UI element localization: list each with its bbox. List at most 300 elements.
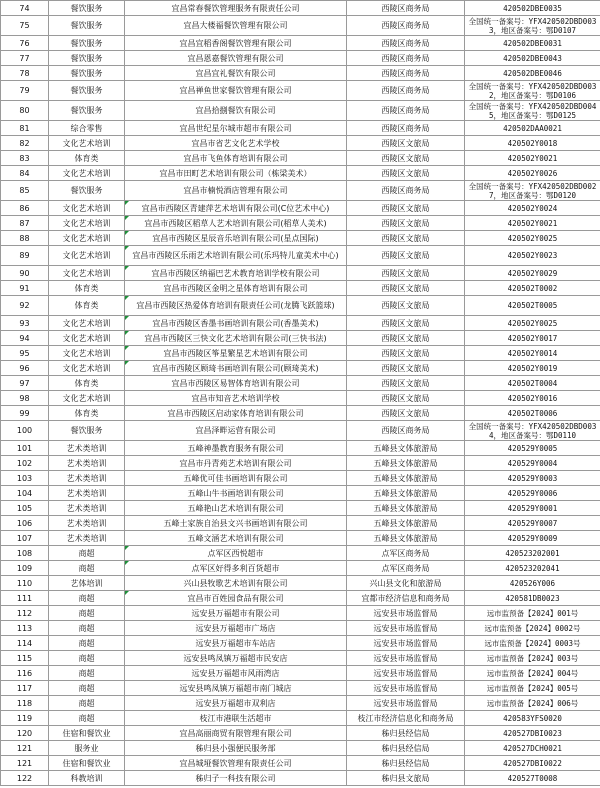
category-cell: 商超: [49, 561, 125, 576]
company-name-cell: 宜昌市西陵区纳福巴艺术教育培训学校有限公司: [125, 266, 347, 281]
registration-code-cell: 420502Y0029: [465, 266, 600, 281]
row-number-cell: 106: [1, 516, 49, 531]
registration-code-cell: 420502Y0016: [465, 391, 600, 406]
registration-code-cell: 420502DBE0031: [465, 36, 600, 51]
table-row: [1, 711, 600, 726]
authority-cell: 西陵区文旅局: [347, 361, 465, 376]
authority-cell: 西陵区商务局: [347, 81, 465, 101]
table-row: [1, 361, 600, 376]
registration-code-cell: 远市监预备【2024】005号: [465, 681, 600, 696]
row-number-cell: 95: [1, 346, 49, 361]
company-name-cell: 点军区好得多利百货超市: [125, 561, 347, 576]
category-cell: 艺术类培训: [49, 516, 125, 531]
company-name-cell: 远安县万福超市有限公司: [125, 606, 347, 621]
company-name-cell: 宜昌泽畔运营有限公司: [125, 421, 347, 441]
table-row: [1, 346, 600, 361]
registration-code-cell: 全国统一备案号：YFX420502DBD0033，地区备案号：鄂D0107: [465, 16, 600, 36]
table-row: [1, 666, 600, 681]
registration-code-cell: 420502DBE0046: [465, 66, 600, 81]
row-number-cell: 80: [1, 101, 49, 121]
category-cell: 体育类: [49, 151, 125, 166]
row-number-cell: 100: [1, 421, 49, 441]
company-name-cell: 五峰神墨教育服务有限公司: [125, 441, 347, 456]
authority-cell: 西陵区文旅局: [347, 331, 465, 346]
authority-cell: 秭归县经信局: [347, 756, 465, 771]
category-cell: 商超: [49, 696, 125, 711]
category-cell: 文化艺术培训: [49, 391, 125, 406]
registration-code-cell: 420502Y0021: [465, 216, 600, 231]
company-name-cell: 枝江市港联生活超市: [125, 711, 347, 726]
category-cell: 餐饮服务: [49, 181, 125, 201]
table-row: [1, 231, 600, 246]
category-cell: 商超: [49, 666, 125, 681]
authority-cell: 西陵区文旅局: [347, 216, 465, 231]
category-cell: 文化艺术培训: [49, 136, 125, 151]
row-number-cell: 121: [1, 756, 49, 771]
authority-cell: 五峰县文体旅游局: [347, 531, 465, 546]
table-row: [1, 181, 600, 201]
table-body: [1, 1, 600, 786]
authority-cell: 五峰县文体旅游局: [347, 516, 465, 531]
company-name-cell: 宜昌大楼福餐饮管理有限公司: [125, 16, 347, 36]
registration-code-cell: 420502Y0023: [465, 246, 600, 266]
authority-cell: 远安县市场监督局: [347, 696, 465, 711]
row-number-cell: 111: [1, 591, 49, 606]
category-cell: 文化艺术培训: [49, 316, 125, 331]
registration-code-cell: 420529Y0001: [465, 501, 600, 516]
authority-cell: 西陵区商务局: [347, 16, 465, 36]
registration-code-cell: 全国统一备案号：YFX420502DBD0032，地区备案号：鄂D0106: [465, 81, 600, 101]
authority-cell: 五峰县文体旅游局: [347, 456, 465, 471]
row-number-cell: 99: [1, 406, 49, 421]
table-row: [1, 81, 600, 101]
authority-cell: 西陵区文旅局: [347, 166, 465, 181]
row-number-cell: 114: [1, 636, 49, 651]
authority-cell: 点军区商务局: [347, 546, 465, 561]
authority-cell: 远安县市场监督局: [347, 621, 465, 636]
category-cell: 餐饮服务: [49, 101, 125, 121]
table-row: [1, 136, 600, 151]
authority-cell: 五峰县文体旅游局: [347, 441, 465, 456]
authority-cell: 五峰县文体旅游局: [347, 471, 465, 486]
company-name-cell: 秭归子一科技有限公司: [125, 771, 347, 786]
authority-cell: 远安县市场监督局: [347, 606, 465, 621]
table-row: [1, 316, 600, 331]
row-number-cell: 92: [1, 296, 49, 316]
registration-code-cell: 420527T0008: [465, 771, 600, 786]
row-number-cell: 91: [1, 281, 49, 296]
company-name-cell: 宜昌市西陵区稻草人艺术培训有限公司(稻草人美术): [125, 216, 347, 231]
registration-code-cell: 420502Y0014: [465, 346, 600, 361]
category-cell: 科教培训: [49, 771, 125, 786]
registration-code-cell: 420502T0006: [465, 406, 600, 421]
authority-cell: 西陵区文旅局: [347, 281, 465, 296]
row-number-cell: 89: [1, 246, 49, 266]
registration-code-cell: 全国统一备案号：YFX420502DBD0034，地区备案号：鄂D0110: [465, 421, 600, 441]
category-cell: 文化艺术培训: [49, 231, 125, 246]
row-number-cell: 120: [1, 726, 49, 741]
authority-cell: 西陵区文旅局: [347, 346, 465, 361]
row-number-cell: 122: [1, 771, 49, 786]
company-name-cell: 宜昌市西陵区易智体育培训有限公司: [125, 376, 347, 391]
table-row: [1, 726, 600, 741]
registration-code-cell: 远市监预备【2024】006号: [465, 696, 600, 711]
category-cell: 体育类: [49, 406, 125, 421]
table-row: [1, 36, 600, 51]
category-cell: 住宿和餐饮业: [49, 756, 125, 771]
company-name-cell: 宜昌世纪星尔城市超市有限公司: [125, 121, 347, 136]
category-cell: 商超: [49, 636, 125, 651]
table-row: [1, 756, 600, 771]
company-name-cell: 宜昌市西陵区热爱体育培训有限责任公司(龙腾飞跃篮球): [125, 296, 347, 316]
registration-code-cell: 420526Y006: [465, 576, 600, 591]
row-number-cell: 78: [1, 66, 49, 81]
company-name-cell: 宜昌市丹青苑艺术培训有限公司: [125, 456, 347, 471]
registration-code-cell: 420502Y0019: [465, 361, 600, 376]
registration-code-cell: 远市监预备【2024】004号: [465, 666, 600, 681]
row-number-cell: 93: [1, 316, 49, 331]
row-number-cell: 118: [1, 696, 49, 711]
table-row: [1, 696, 600, 711]
registration-code-cell: 420523202041: [465, 561, 600, 576]
registration-code-cell: 远市监预备【2024】003号: [465, 651, 600, 666]
category-cell: 文化艺术培训: [49, 216, 125, 231]
table-row: [1, 296, 600, 316]
row-number-cell: 104: [1, 486, 49, 501]
authority-cell: 兴山县文化和旅游局: [347, 576, 465, 591]
authority-cell: 西陵区文旅局: [347, 296, 465, 316]
row-number-cell: 85: [1, 181, 49, 201]
table-row: [1, 546, 600, 561]
company-name-cell: 五峰土家族自治县文兴书画培训有限公司: [125, 516, 347, 531]
authority-cell: 西陵区文旅局: [347, 376, 465, 391]
registration-code-cell: 420529Y0005: [465, 441, 600, 456]
row-number-cell: 81: [1, 121, 49, 136]
table-row: [1, 576, 600, 591]
company-name-cell: 宜昌市西陵区启动家体育培训有限公司: [125, 406, 347, 421]
category-cell: 餐饮服务: [49, 81, 125, 101]
company-name-cell: 宜昌常春餐饮管理服务有限责任公司: [125, 1, 347, 16]
category-cell: 餐饮服务: [49, 66, 125, 81]
company-name-cell: 宜昌高丽商贸有限管理有限公司: [125, 726, 347, 741]
registration-code-cell: 420529Y0003: [465, 471, 600, 486]
authority-cell: 远安县市场监督局: [347, 636, 465, 651]
registration-code-cell: 420523202001: [465, 546, 600, 561]
table-row: [1, 406, 600, 421]
registration-code-cell: 420502Y0026: [465, 166, 600, 181]
row-number-cell: 102: [1, 456, 49, 471]
authority-cell: 西陵区商务局: [347, 1, 465, 16]
company-name-cell: 宜昌恩嘉餐饮管理有限公司: [125, 51, 347, 66]
authority-cell: 西陵区文旅局: [347, 391, 465, 406]
table-row: [1, 501, 600, 516]
company-name-cell: 五峰艳山艺术培训有限公司: [125, 501, 347, 516]
authority-cell: 秭归县经信局: [347, 726, 465, 741]
category-cell: 商超: [49, 681, 125, 696]
table-row: [1, 281, 600, 296]
row-number-cell: 82: [1, 136, 49, 151]
category-cell: 文化艺术培训: [49, 361, 125, 376]
registration-code-cell: 远市监预备【2024】0002号: [465, 621, 600, 636]
table-row: [1, 216, 600, 231]
row-number-cell: 75: [1, 16, 49, 36]
row-number-cell: 103: [1, 471, 49, 486]
company-name-cell: 远安县万福超市车站店: [125, 636, 347, 651]
company-name-cell: 宜昌禅鱼世家餐饮管理有限公司: [125, 81, 347, 101]
category-cell: 餐饮服务: [49, 36, 125, 51]
company-name-cell: 远安县鸣凤镇万福超市民安店: [125, 651, 347, 666]
row-number-cell: 86: [1, 201, 49, 216]
authority-cell: 枝江市经济信息化和商务局: [347, 711, 465, 726]
company-name-cell: 宜昌市楠悦酒店管理有限公司: [125, 181, 347, 201]
category-cell: 体育类: [49, 296, 125, 316]
category-cell: 商超: [49, 546, 125, 561]
registration-code-cell: 远市监预备【2024】0003号: [465, 636, 600, 651]
company-name-cell: 宜昌市田町艺术培训有限公司（栋梁美术）: [125, 166, 347, 181]
authority-cell: 西陵区文旅局: [347, 406, 465, 421]
category-cell: 商超: [49, 606, 125, 621]
category-cell: 餐饮服务: [49, 1, 125, 16]
authority-cell: 西陵区商务局: [347, 421, 465, 441]
table-row: [1, 51, 600, 66]
category-cell: 餐饮服务: [49, 51, 125, 66]
company-name-cell: 宜昌市知音艺术培训学校: [125, 391, 347, 406]
row-number-cell: 79: [1, 81, 49, 101]
company-name-cell: 兴山县牧歌艺术培训有限公司: [125, 576, 347, 591]
row-number-cell: 74: [1, 1, 49, 16]
authority-cell: 西陵区文旅局: [347, 316, 465, 331]
category-cell: 文化艺术培训: [49, 266, 125, 281]
company-name-cell: 远安县万福超市双利店: [125, 696, 347, 711]
registration-code-cell: 420502Y0021: [465, 151, 600, 166]
row-number-cell: 113: [1, 621, 49, 636]
row-number-cell: 83: [1, 151, 49, 166]
authority-cell: 西陵区文旅局: [347, 151, 465, 166]
category-cell: 文化艺术培训: [49, 246, 125, 266]
row-number-cell: 84: [1, 166, 49, 181]
row-number-cell: 97: [1, 376, 49, 391]
table-row: [1, 121, 600, 136]
registration-code-cell: 420581DB0023: [465, 591, 600, 606]
company-name-cell: 宜昌市西陵区三快文化艺术培训有限公司(三快书法): [125, 331, 347, 346]
registration-code-cell: 420529Y0009: [465, 531, 600, 546]
category-cell: 文化艺术培训: [49, 346, 125, 361]
row-number-cell: 119: [1, 711, 49, 726]
registration-code-cell: 420502T0005: [465, 296, 600, 316]
category-cell: 餐饮服务: [49, 16, 125, 36]
table-row: [1, 101, 600, 121]
authority-cell: 西陵区商务局: [347, 181, 465, 201]
authority-cell: 西陵区文旅局: [347, 201, 465, 216]
registration-code-cell: 420527DBI0022: [465, 756, 600, 771]
table-row: [1, 486, 600, 501]
category-cell: 综合零售: [49, 121, 125, 136]
registration-code-cell: 420529Y0006: [465, 486, 600, 501]
category-cell: 文化艺术培训: [49, 331, 125, 346]
category-cell: 艺术类培训: [49, 531, 125, 546]
registration-code-cell: 全国统一备案号：YFX420502DBD0045，地区备案号：鄂D0125: [465, 101, 600, 121]
authority-cell: 西陵区商务局: [347, 36, 465, 51]
registration-code-cell: 420502DBE0043: [465, 51, 600, 66]
registration-code-cell: 远市监预备【2024】001号: [465, 606, 600, 621]
registration-code-cell: 420502Y0018: [465, 136, 600, 151]
table-row: [1, 471, 600, 486]
row-number-cell: 121: [1, 741, 49, 756]
table-row: [1, 681, 600, 696]
registration-code-cell: 420502Y0025: [465, 316, 600, 331]
authority-cell: 秭归县文旅局: [347, 771, 465, 786]
row-number-cell: 115: [1, 651, 49, 666]
company-name-cell: 宜昌宜稻香阁餐饮管理有限公司: [125, 36, 347, 51]
company-name-cell: 远安县鸣凤镇万福超市南门城店: [125, 681, 347, 696]
authority-cell: 西陵区文旅局: [347, 246, 465, 266]
registration-code-cell: 420502DBE0035: [465, 1, 600, 16]
company-name-cell: 远安县万福超市广场店: [125, 621, 347, 636]
authority-cell: 五峰县文体旅游局: [347, 501, 465, 516]
table-row: [1, 201, 600, 216]
company-name-cell: 宜昌城垭餐饮管理有限责任公司: [125, 756, 347, 771]
category-cell: 文化艺术培训: [49, 166, 125, 181]
registration-code-cell: 420502Y0024: [465, 201, 600, 216]
row-number-cell: 117: [1, 681, 49, 696]
registration-code-cell: 420502DAA0021: [465, 121, 600, 136]
table-row: [1, 606, 600, 621]
company-name-cell: 宜昌市西陵区香墨书画培训有限公司(香墨美术): [125, 316, 347, 331]
registration-code-cell: 全国统一备案号：YFX420502DBD0027，地区备案号：鄂D0120: [465, 181, 600, 201]
row-number-cell: 87: [1, 216, 49, 231]
table-row: [1, 331, 600, 346]
category-cell: 艺术类培训: [49, 441, 125, 456]
company-name-cell: 宜昌市省艺文化艺术学校: [125, 136, 347, 151]
registration-code-cell: 420527DCH0021: [465, 741, 600, 756]
authority-cell: 西陵区文旅局: [347, 266, 465, 281]
category-cell: 住宿和餐饮业: [49, 726, 125, 741]
company-name-cell: 五峰山牛书画培训有限公司: [125, 486, 347, 501]
table-row: [1, 456, 600, 471]
row-number-cell: 116: [1, 666, 49, 681]
table-row: [1, 441, 600, 456]
registration-code-cell: 420529Y0007: [465, 516, 600, 531]
authority-cell: 西陵区商务局: [347, 121, 465, 136]
company-name-cell: 秭归县小强便民服务部: [125, 741, 347, 756]
category-cell: 艺术类培训: [49, 486, 125, 501]
row-number-cell: 101: [1, 441, 49, 456]
authority-cell: 西陵区商务局: [347, 101, 465, 121]
registration-code-cell: 420527DBI0023: [465, 726, 600, 741]
company-name-cell: 宜昌市西陵区筝星繁星艺术培训有限公司: [125, 346, 347, 361]
category-cell: 商超: [49, 621, 125, 636]
authority-cell: 远安县市场监督局: [347, 681, 465, 696]
row-number-cell: 112: [1, 606, 49, 621]
table-row: [1, 66, 600, 81]
table-row: [1, 741, 600, 756]
category-cell: 艺术类培训: [49, 501, 125, 516]
row-number-cell: 110: [1, 576, 49, 591]
authority-cell: 点军区商务局: [347, 561, 465, 576]
row-number-cell: 109: [1, 561, 49, 576]
company-name-cell: 宜昌市西陵区乐雨艺术培训有限公司(乐玛特儿童美术中心): [125, 246, 347, 266]
authority-cell: 远安县市场监督局: [347, 666, 465, 681]
company-name-cell: 宜昌市西陵区金明之星体育培训有限公司: [125, 281, 347, 296]
table-row: [1, 771, 600, 786]
authority-cell: 西陵区商务局: [347, 66, 465, 81]
table-row: [1, 421, 600, 441]
row-number-cell: 105: [1, 501, 49, 516]
registration-code-cell: 420502Y0025: [465, 231, 600, 246]
authority-cell: 宜都市经济信息和商务局: [347, 591, 465, 606]
registration-code-cell: 420502T0002: [465, 281, 600, 296]
company-name-cell: 宜昌市飞鱼体育培训有限公司: [125, 151, 347, 166]
row-number-cell: 94: [1, 331, 49, 346]
table-row: [1, 1, 600, 16]
registration-code-cell: 420583YFS0020: [465, 711, 600, 726]
category-cell: 餐饮服务: [49, 421, 125, 441]
category-cell: 艺体培训: [49, 576, 125, 591]
table-row: [1, 376, 600, 391]
registration-code-cell: 420502Y0017: [465, 331, 600, 346]
category-cell: 体育类: [49, 376, 125, 391]
registration-code-cell: 420502T0004: [465, 376, 600, 391]
row-number-cell: 108: [1, 546, 49, 561]
table-row: [1, 151, 600, 166]
table-row: [1, 621, 600, 636]
table-row: [1, 561, 600, 576]
authority-cell: 五峰县文体旅游局: [347, 486, 465, 501]
company-name-cell: 点军区西悦超市: [125, 546, 347, 561]
table-row: [1, 516, 600, 531]
row-number-cell: 76: [1, 36, 49, 51]
company-name-cell: 宜昌拾捌餐饮有限公司: [125, 101, 347, 121]
company-name-cell: 宜昌市西陵区顾琦书画培训有限公司(顾琦美术): [125, 361, 347, 376]
row-number-cell: 88: [1, 231, 49, 246]
row-number-cell: 96: [1, 361, 49, 376]
table-row: [1, 636, 600, 651]
company-name-cell: 宜昌市西陵区青建萍艺术培训有限公司(C位艺术中心): [125, 201, 347, 216]
company-name-cell: 宜昌市百姓园食品有限公司: [125, 591, 347, 606]
row-number-cell: 107: [1, 531, 49, 546]
company-name-cell: 宜昌宜礼餐饮有限公司: [125, 66, 347, 81]
authority-cell: 西陵区商务局: [347, 51, 465, 66]
category-cell: 商超: [49, 651, 125, 666]
company-name-cell: 远安县万福超市风雨湾店: [125, 666, 347, 681]
table-row: [1, 266, 600, 281]
table-row: [1, 591, 600, 606]
category-cell: 文化艺术培训: [49, 201, 125, 216]
row-number-cell: 98: [1, 391, 49, 406]
category-cell: 艺术类培训: [49, 456, 125, 471]
company-name-cell: 宜昌市西陵区星辰音乐培训有限公司(星点国际): [125, 231, 347, 246]
category-cell: 服务业: [49, 741, 125, 756]
table-row: [1, 651, 600, 666]
category-cell: 商超: [49, 591, 125, 606]
table-row: [1, 16, 600, 36]
row-number-cell: 77: [1, 51, 49, 66]
category-cell: 商超: [49, 711, 125, 726]
company-name-cell: 五峰优可佳书画培训有限公司: [125, 471, 347, 486]
category-cell: 体育类: [49, 281, 125, 296]
authority-cell: 西陵区文旅局: [347, 231, 465, 246]
authority-cell: 西陵区文旅局: [347, 136, 465, 151]
table-row: [1, 166, 600, 181]
row-number-cell: 90: [1, 266, 49, 281]
table-row: [1, 391, 600, 406]
table-row: [1, 246, 600, 266]
authority-cell: 远安县市场监督局: [347, 651, 465, 666]
company-name-cell: 五峰文涵艺术培训有限公司: [125, 531, 347, 546]
authority-cell: 秭归县经信局: [347, 741, 465, 756]
table-row: [1, 531, 600, 546]
registration-code-cell: 420529Y0004: [465, 456, 600, 471]
